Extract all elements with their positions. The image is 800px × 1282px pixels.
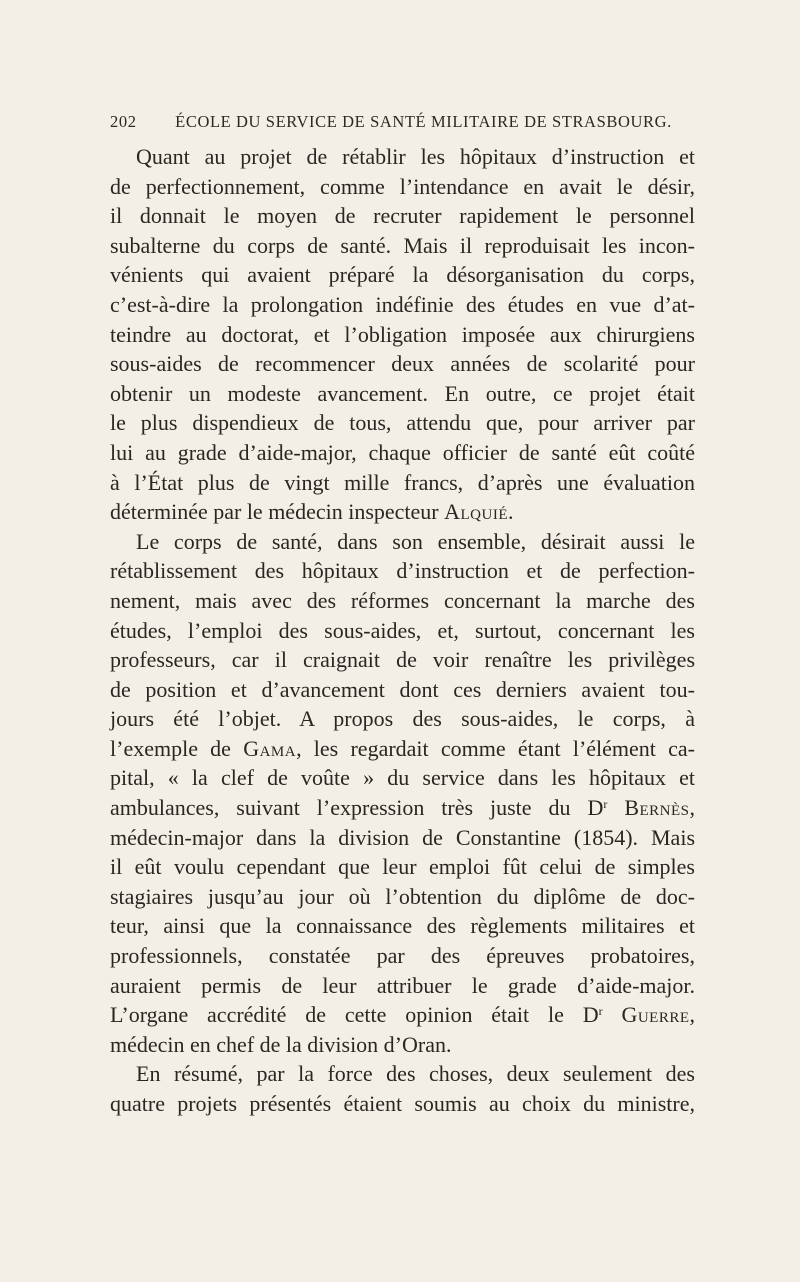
text-line: obtenir un modeste avancement. En outre, ce projet était bbox=[110, 380, 695, 406]
running-header bbox=[110, 112, 695, 132]
text-line: Quant au projet de rétablir les hôpitaux d’instruction et bbox=[136, 144, 695, 169]
page-body bbox=[110, 142, 695, 1119]
text-line: le plus dispendieux de tous, attendu que, pour arriver par bbox=[110, 410, 695, 436]
text-line: jours été l’objet. A propos des sous-aides, le corps, à bbox=[110, 706, 695, 732]
superscript: r bbox=[603, 797, 608, 812]
text-line: il eût voulu cependant que leur emploi fût celui de simples bbox=[110, 854, 695, 880]
text-line bbox=[110, 734, 695, 764]
page-number: 202 bbox=[110, 112, 137, 131]
text-fragment: L’organe accrédité de cette opinion était le D bbox=[110, 1002, 599, 1028]
text-line: professeurs, car il craignait de voir renaître les privilèges bbox=[110, 647, 695, 673]
text-fragment: , bbox=[689, 795, 695, 821]
text-line: à l’État plus de vingt mille francs, d’après une évaluation bbox=[110, 469, 695, 495]
text-line: rétablissement des hôpitaux d’instruction et de perfection- bbox=[110, 558, 695, 584]
text-line: auraient permis de leur attribuer le grade d’aide-major. bbox=[110, 972, 695, 998]
text-line bbox=[110, 497, 695, 527]
text-line: pital, « la clef de voûte » du service dans les hôpitaux et bbox=[110, 765, 695, 791]
text-fragment: l’exemple de bbox=[110, 735, 244, 761]
person-name: Alquié bbox=[444, 499, 508, 525]
running-title: ÉCOLE DU SERVICE DE SANTÉ MILITAIRE DE STRASBOURG. bbox=[175, 112, 672, 131]
text-line: quatre projets présentés étaient soumis au choix du ministre, bbox=[110, 1091, 695, 1116]
text-line: c’est-à-dire la prolongation indéfinie des études en vue d’at- bbox=[110, 291, 695, 317]
text-line bbox=[110, 1000, 695, 1030]
text-line: médecin-major dans la division de Constantine (1854). Mais bbox=[110, 824, 695, 850]
text-line: teindre au doctorat, et l’obligation imposée aux chirurgiens bbox=[110, 321, 695, 347]
text-line: stagiaires jusqu’au jour où l’obtention du diplôme de doc- bbox=[110, 883, 695, 909]
text-line: études, l’emploi des sous-aides, et, surtout, concernant les bbox=[110, 617, 695, 643]
text-line: sous-aides de recommencer deux années de scolarité pour bbox=[110, 351, 695, 377]
superscript: r bbox=[598, 1004, 603, 1019]
text-line: médecin en chef de la division d’Oran. bbox=[110, 1031, 452, 1057]
text-line: lui au grade d’aide-major, chaque officier de santé eût coûté bbox=[110, 439, 695, 465]
person-name: Guerre bbox=[621, 1002, 690, 1028]
text-fragment: déterminée par le médecin inspecteur bbox=[110, 499, 445, 525]
text-line: subalterne du corps de santé. Mais il reproduisait les incon- bbox=[110, 232, 695, 258]
text-line bbox=[110, 793, 695, 823]
text-line: En résumé, par la force des choses, deux seulement des bbox=[136, 1061, 695, 1087]
person-name: Bernès bbox=[624, 795, 690, 821]
text-line: nement, mais avec des réformes concernant la marche des bbox=[110, 587, 695, 613]
text-line: de perfectionnement, comme l’intendance en avait le désir, bbox=[110, 173, 695, 199]
text-fragment: . bbox=[508, 499, 514, 525]
text-fragment: ambulances, suivant l’expression très juste du D bbox=[110, 795, 604, 821]
text-line: il donnait le moyen de recruter rapidement le personnel bbox=[110, 203, 695, 229]
text-line: de position et d’avancement dont ces derniers avaient tou- bbox=[110, 676, 695, 702]
text-line: vénients qui avaient préparé la désorganisation du corps, bbox=[110, 262, 695, 288]
text-fragment: , les regardait comme étant l’élément ca- bbox=[296, 735, 695, 761]
text-fragment: , bbox=[689, 1002, 696, 1028]
text-line: professionnels, constatée par des épreuves probatoires, bbox=[110, 943, 695, 969]
text-line: teur, ainsi que la connaissance des règlements militaires et bbox=[110, 913, 695, 939]
text-line: Le corps de santé, dans son ensemble, désirait aussi le bbox=[136, 528, 695, 554]
person-name: Gama bbox=[243, 735, 297, 761]
